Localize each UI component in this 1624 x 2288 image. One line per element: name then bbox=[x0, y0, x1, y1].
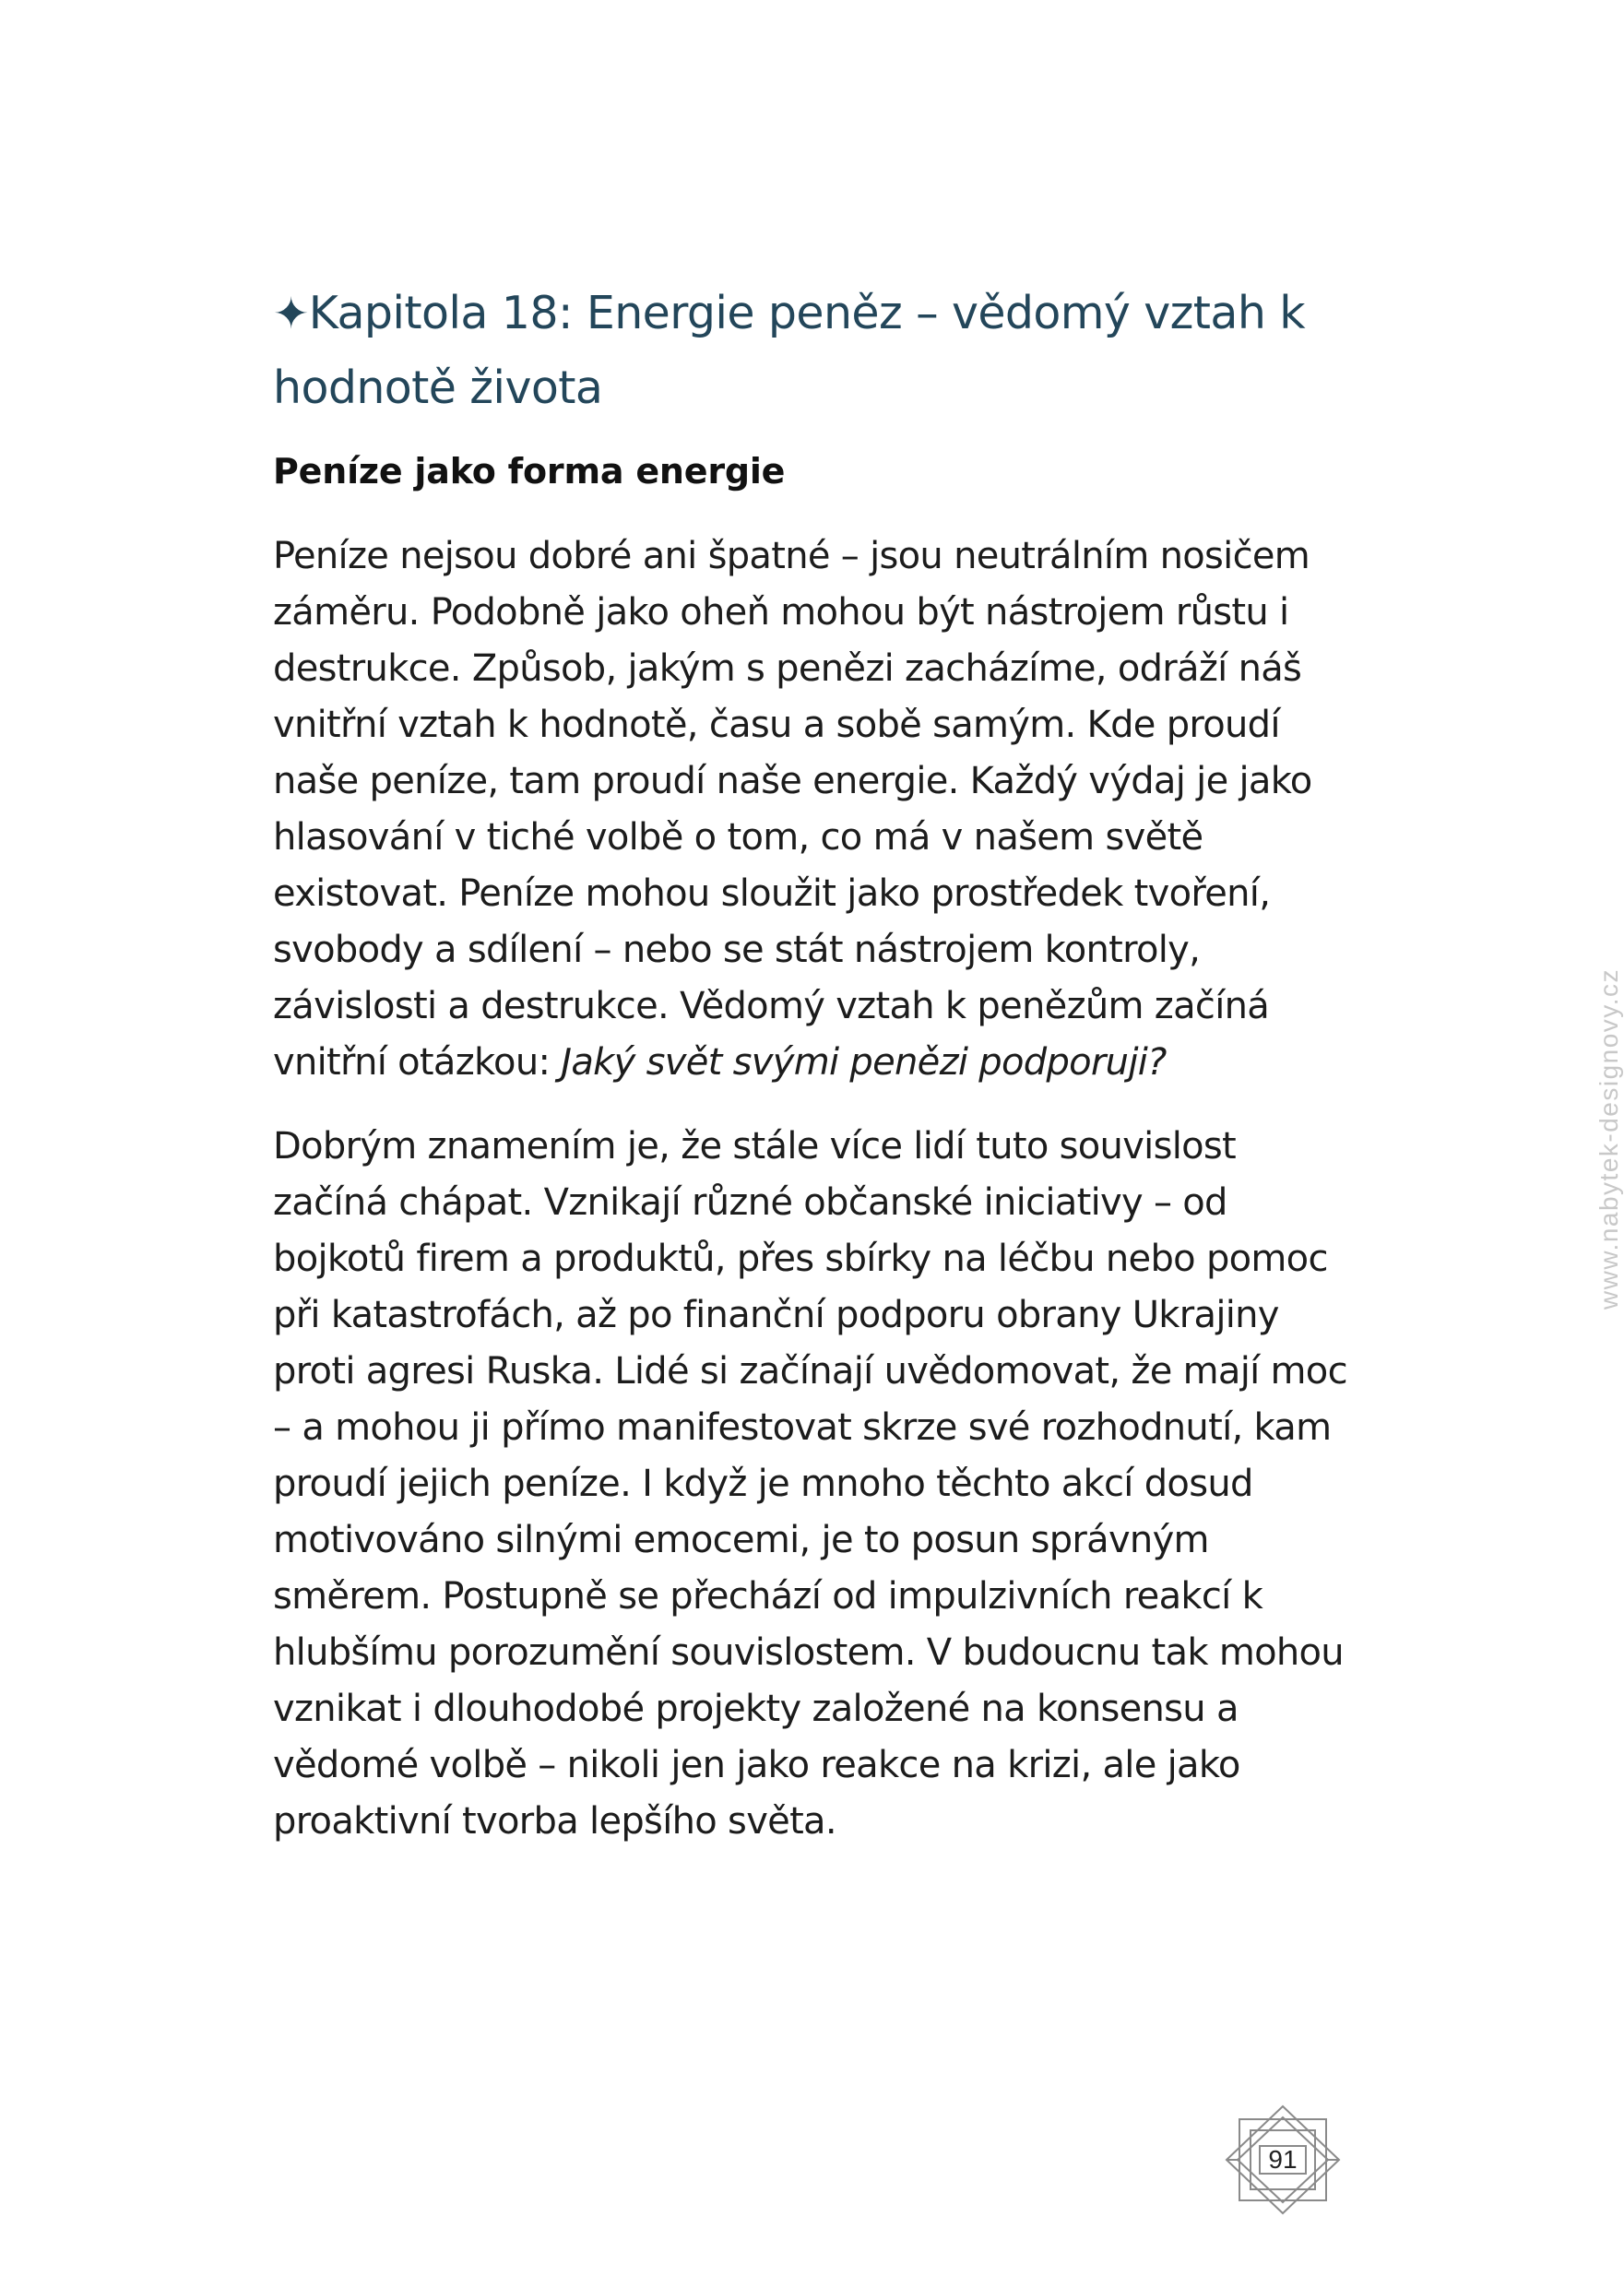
paragraph-1 bbox=[273, 528, 1352, 1091]
paragraph-1-question: Jaký svět svými penězi podporuji? bbox=[561, 1041, 1167, 1084]
page-number-ornament bbox=[1225, 2104, 1341, 2215]
chapter-title-text: Kapitola 18: Energie peněz – vědomý vztah k hodnotě života bbox=[273, 287, 1306, 414]
chapter-title bbox=[273, 277, 1352, 425]
watermark-url: www.nabytek-designovy.cz bbox=[1594, 968, 1623, 1310]
section-heading: Peníze jako forma energie bbox=[273, 451, 786, 492]
page-content bbox=[273, 277, 1352, 1850]
paragraph-1-text: Peníze nejsou dobré ani špatné – jsou neutrálním nosičem záměru. Podobně jako oheň mohou být nástrojem růstu i destrukce. Způsob, jakým s penězi zacházíme, odráží náš vnitřní vztah k hodnotě, času a sobě samým. Kde proudí naše peníze, tam proudí naše energie. Každý výdaj je jako hlasování v tiché volbě o tom, co má v našem světě existovat. Peníze mohou sloužit jako prostředek tvoření, svobody a sdílení – nebo se stát nástrojem kontroly, závislosti a destrukce. Vědomý vztah k penězům začíná vnitřní otázkou: bbox=[273, 535, 1312, 1084]
star-icon: ✦ bbox=[273, 289, 309, 339]
page-number: 91 bbox=[1268, 2145, 1298, 2174]
paragraph-2: Dobrým znamením je, že stále více lidí tuto souvislost začíná chápat. Vznikají různé občanské iniciativy – od bojkotů firem a produktů, přes sbírky na léčbu nebo pomoc při katastrofách, až po finanční podporu obrany Ukrajiny proti agresi Ruska. Lidé si začínají uvědomovat, že mají moc – a mohou ji přímo manifestovat skrze své rozhodnutí, kam proudí jejich peníze. I když je mnoho těchto akcí dosud motivováno silnými emocemi, je to posun správným směrem. Postupně se přechází od impulzivních reakcí k hlubšímu porozumění souvislostem. V budoucnu tak mohou vznikat i dlouhodobé projekty založené na konsensu a vědomé volbě – nikoli jen jako reakce na krizi, ale jako proaktivní tvorba lepšího světa. bbox=[273, 1125, 1347, 1843]
